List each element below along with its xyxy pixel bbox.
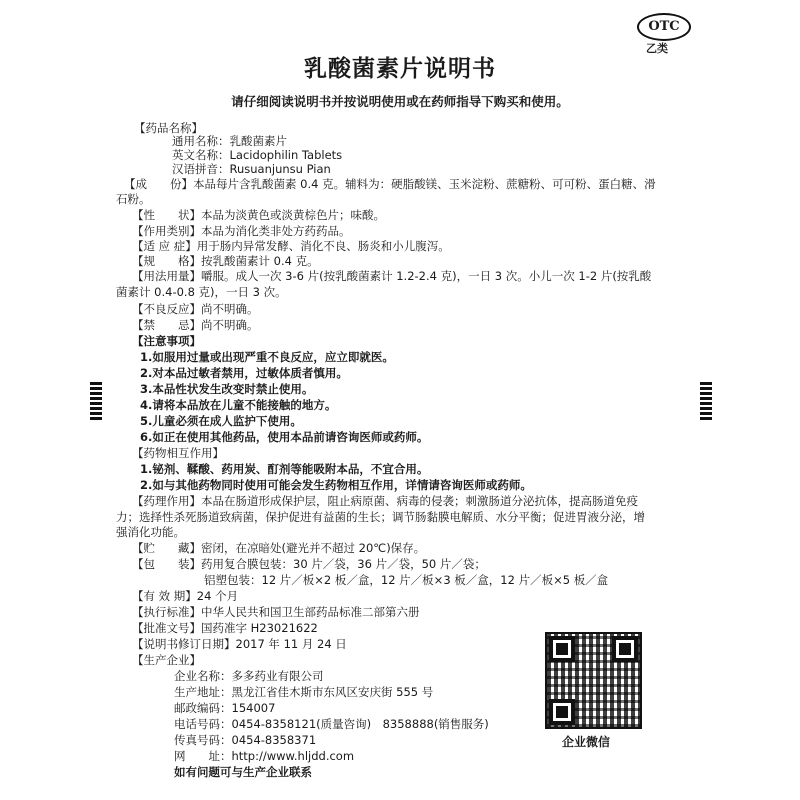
otc-badge: OTC xyxy=(637,13,691,41)
generic-name-line: 通用名称：乳酸菌素片 xyxy=(172,134,287,148)
package-line-cont: 铝塑包装：12 片／板×2 板／盒，12 片／板×3 板／盒，12 片／板×5 板／盒 xyxy=(204,573,609,587)
document-title: 乳酸菌素片说明书 xyxy=(304,56,496,82)
precaution-item: 5.儿童必须在成人监护下使用。 xyxy=(140,414,302,428)
standard-line: 【执行标准】中华人民共和国卫生部药品标准二部第六册 xyxy=(132,605,420,619)
interaction-item: 1.铋剂、鞣酸、药用炭、酊剂等能吸附本品，不宜合用。 xyxy=(140,462,429,476)
manufacturer-header: 【生产企业】 xyxy=(132,653,201,667)
qr-finder-top-right xyxy=(612,636,638,662)
otc-class-label: 乙类 xyxy=(646,42,668,55)
postcode-line: 邮政编码：154007 xyxy=(174,701,276,715)
dosage-line-cont: 菌素计 0.4-0.8 克)，一日 3 次。 xyxy=(116,285,287,299)
fax-line: 传真号码：0454-8358371 xyxy=(174,733,317,747)
precaution-item: 2.对本品过敏者禁用，过敏体质者慎用。 xyxy=(140,366,348,380)
pharmacology-line: 【药理作用】本品在肠道形成保护层，阻止病原菌、病毒的侵袭；刺激肠道分泌抗体，提高肠道免疫 xyxy=(132,494,638,508)
wechat-qr-code xyxy=(545,632,642,729)
precaution-item: 1.如服用过量或出现严重不良反应，应立即就医。 xyxy=(140,350,394,364)
specification-line: 【规 格】按乳酸菌素计 0.4 克。 xyxy=(132,254,319,268)
category-line: 【作用类别】本品为消化类非处方药药品。 xyxy=(132,224,351,238)
contact-note: 如有问题可与生产企业联系 xyxy=(174,765,312,779)
qr-finder-top-left xyxy=(549,636,575,662)
precautions-header: 【注意事项】 xyxy=(132,334,201,348)
interaction-item: 2.如与其他药物同时使用可能会发生药物相互作用，详情请咨询医师或药师。 xyxy=(140,478,532,492)
adverse-reactions-line: 【不良反应】尚不明确。 xyxy=(132,302,259,316)
contraindications-line: 【禁 忌】尚不明确。 xyxy=(132,318,259,332)
company-name-line: 企业名称：多多药业有限公司 xyxy=(174,669,324,683)
side-mark-left xyxy=(90,382,102,422)
usage-notice: 请仔细阅读说明书并按说明使用或在药师指导下购买和使用。 xyxy=(231,94,569,109)
interactions-header: 【药物相互作用】 xyxy=(132,446,224,460)
pharmacology-line-end: 强消化功能。 xyxy=(116,525,185,539)
pharmacology-line-cont: 力；选择性杀死肠道致病菌，保护促进有益菌的生长；调节肠黏膜电解质、水分平衡；促进胃液分泌，增 xyxy=(116,510,645,524)
english-name-line: 英文名称：Lacidophilin Tablets xyxy=(172,148,343,162)
appearance-line: 【性 状】本品为淡黄色或淡黄棕色片；味酸。 xyxy=(132,208,385,222)
precaution-item: 6.如正在使用其他药品，使用本品前请咨询医师或药师。 xyxy=(140,430,429,444)
qr-label: 企业微信 xyxy=(562,735,611,749)
package-line: 【包 装】药用复合膜包装：30 片／袋，36 片／袋，50 片／袋； xyxy=(132,557,486,571)
qr-finder-bottom-left xyxy=(549,699,575,725)
phone-line: 电话号码：0454-8358121(质量咨询) 8358888(销售服务) xyxy=(174,717,489,731)
address-line: 生产地址：黑龙江省佳木斯市东风区安庆街 555 号 xyxy=(174,685,434,699)
ingredients-line: 【成 份】本品每片含乳酸菌素 0.4 克。辅料为：硬脂酸镁、玉米淀粉、蔗糖粉、可可粉、蛋白糖、滑 xyxy=(124,177,656,191)
pinyin-name-line: 汉语拼音：Rusuanjunsu Pian xyxy=(172,162,331,176)
section-drug-name-header: 【药品名称】 xyxy=(134,121,203,135)
side-mark-right xyxy=(700,382,712,422)
dosage-line: 【用法用量】嚼服。成人一次 3-6 片(按乳酸菌素计 1.2-2.4 克)，一日 3 次。小儿一次 1-2 片(按乳酸 xyxy=(132,269,652,283)
shelf-life-line: 【有 效 期】24 个月 xyxy=(132,589,239,603)
website-line: 网 址：http://www.hljdd.com xyxy=(174,749,355,763)
precaution-item: 3.本品性状发生改变时禁止使用。 xyxy=(140,382,314,396)
indications-line: 【适 应 症】用于肠内异常发酵、消化不良、肠炎和小儿腹泻。 xyxy=(132,239,450,253)
storage-line: 【贮 藏】密闭，在凉暗处(避光并不超过 20℃)保存。 xyxy=(132,541,426,555)
approval-number-line: 【批准文号】国药准字 H23021622 xyxy=(132,621,318,635)
ingredients-line-cont: 石粉。 xyxy=(116,192,151,206)
precaution-item: 4.请将本品放在儿童不能接触的地方。 xyxy=(140,398,337,412)
revision-date-line: 【说明书修订日期】2017 年 11 月 24 日 xyxy=(132,637,347,651)
